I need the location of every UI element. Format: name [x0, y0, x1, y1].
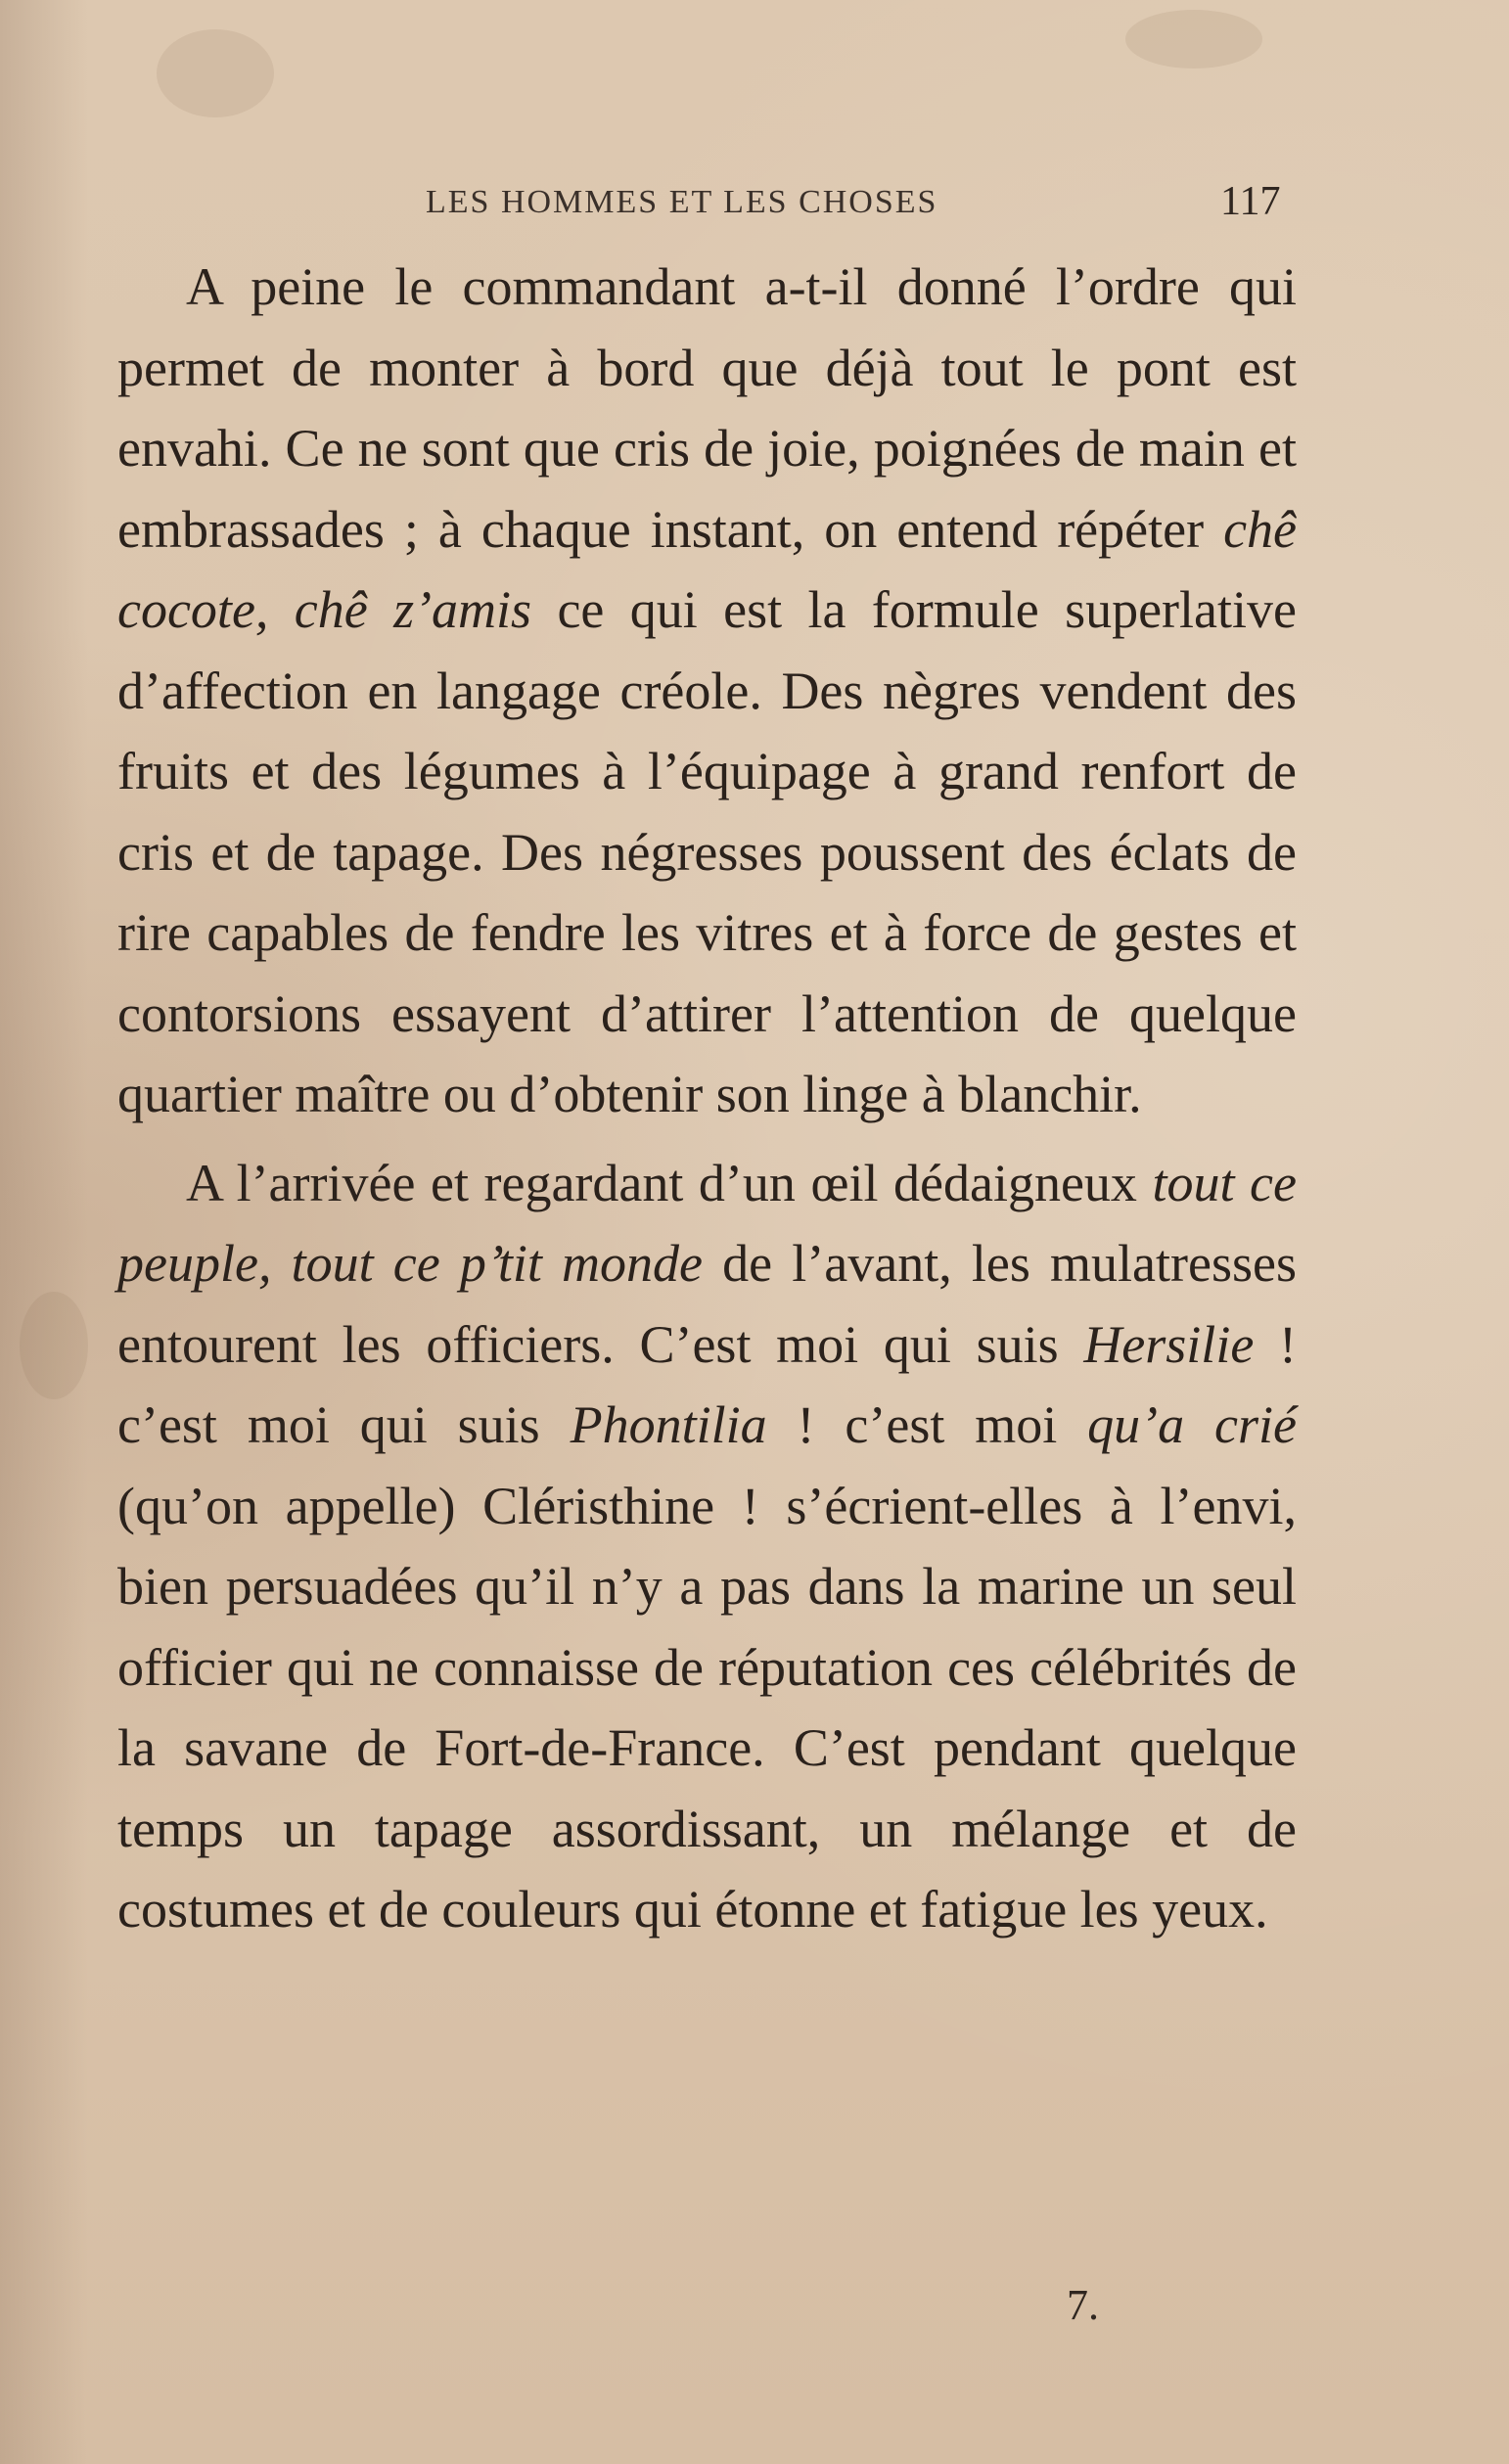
italic-phrase: qu’a crié: [1087, 1395, 1297, 1454]
paper-stain: [157, 29, 274, 117]
paragraph-1: [117, 247, 1297, 1135]
signature-mark: 7.: [1067, 2281, 1099, 2329]
page-number: 117: [1220, 179, 1281, 224]
text-run: (qu’on appelle) Cléristhine ! s’écrient-elles à l’envi, bien persuadées qu’il n’y a pas dans la marine un seul officier qui ne connaisse de réputation ces célébrités de la savane de Fort-de-France. C’est pendant quelque temps un tapage assordissant, un mélange et de costumes et de couleurs qui étonne et fatigue les yeux.: [117, 1476, 1297, 1939]
text-run: ! c’est moi: [766, 1395, 1088, 1454]
italic-name: Hersilie: [1083, 1314, 1255, 1374]
paragraph-2: [117, 1143, 1297, 1950]
italic-name: Phontilia: [570, 1395, 767, 1454]
body-text: [117, 247, 1297, 1950]
text-run: ! c’est moi qui suis: [117, 1314, 1297, 1454]
page-left-edge-shadow: [0, 0, 88, 2464]
paper-stain: [20, 1292, 88, 1399]
paper-stain: [1125, 10, 1262, 68]
page-header: [0, 179, 1509, 233]
italic-phrase: tout ce peuple, tout ce p’tit monde: [117, 1153, 1297, 1293]
text-run: A l’arrivée et regardant d’un œil dédaigneux: [186, 1153, 1153, 1212]
text-run: A peine le commandant a-t-il donné l’ordre qui permet de monter à bord que déjà tout le pont est envahi. Ce ne sont que cris de joie, poignées de main et embrassades ; à chaque instant, on entend répéter: [117, 257, 1297, 559]
italic-phrase: chê cocote, chê z’amis: [117, 499, 1297, 639]
text-run: ce qui est la formule superlative d’affection en langage créole. Des nègres vendent des fruits et des légumes à l’équipage à grand renfort de cris et de tapage. Des négresses poussent des éclats de rire capables de fendre les vitres et à force de gestes et contorsions essayent d’attirer l’attention de quelque quartier maître ou d’obtenir son linge à blanchir.: [117, 580, 1297, 1123]
text-run: de l’avant, les mulatresses entourent les officiers. C’est moi qui suis: [117, 1234, 1297, 1374]
running-head: LES HOMMES ET LES CHOSES: [426, 184, 938, 220]
